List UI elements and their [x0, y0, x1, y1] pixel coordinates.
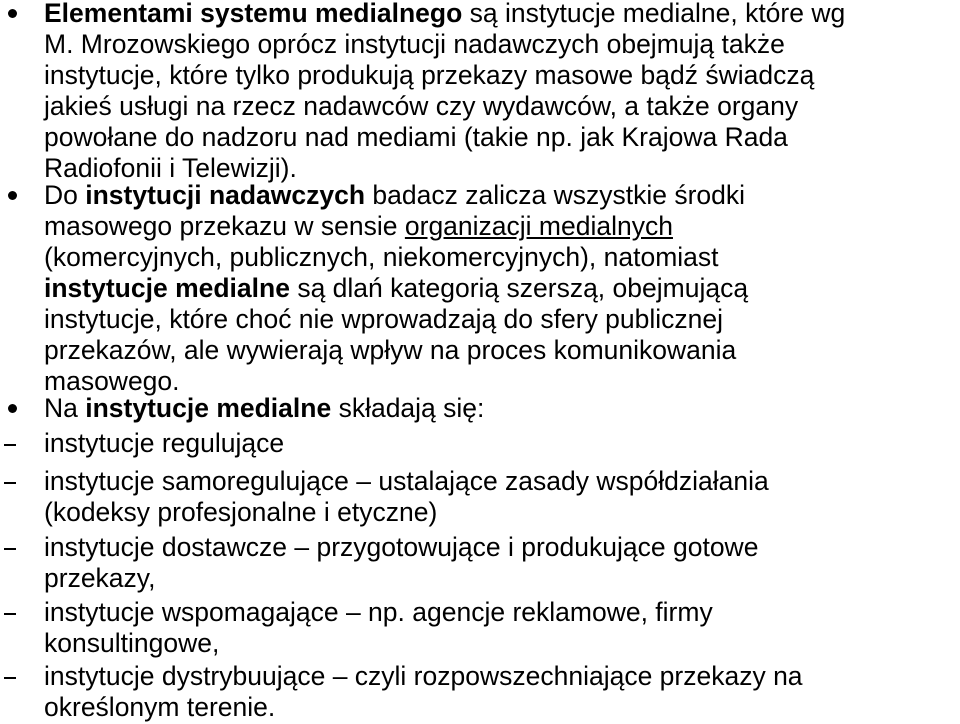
dash-item-5	[44, 661, 949, 723]
bullet-text	[44, 393, 949, 424]
text-line	[44, 180, 949, 211]
text-line	[44, 628, 949, 659]
text-line	[44, 563, 949, 594]
text-line	[44, 211, 949, 242]
text-segment: Radiofonii i Telewizji).	[44, 153, 297, 183]
text-line	[44, 60, 949, 91]
text-segment: są instytucje medialne, które wg	[462, 0, 846, 28]
bullet-dot-icon	[8, 9, 17, 18]
text-line	[44, 242, 949, 273]
text-segment: (kodeksy profesjonalne i etyczne)	[44, 497, 438, 527]
dash-icon	[4, 613, 16, 615]
bullet-item-2	[44, 180, 949, 397]
text-segment: instytucje, które choć nie wprowadzają do sfery publicznej	[44, 304, 724, 334]
bullet-dot-icon	[8, 191, 17, 200]
text-line	[44, 497, 949, 528]
dash-item-4	[44, 597, 949, 659]
text-line	[44, 532, 949, 563]
bullet-text	[44, 0, 949, 184]
text-line	[44, 273, 949, 304]
dash-text	[44, 466, 949, 528]
text-segment: przekazów, ale wywierają wpływ na proces komunikowania	[44, 335, 737, 365]
dash-text	[44, 661, 949, 723]
bullet-dot-icon	[8, 404, 17, 413]
bullet-text	[44, 180, 949, 397]
bullet-item-3	[44, 393, 949, 424]
text-segment: masowego.	[44, 366, 180, 396]
text-segment: instytucje dystrybuujące – czyli rozpowszechniające przekazy na	[44, 661, 803, 691]
text-segment: składają się:	[331, 393, 485, 423]
dash-text	[44, 428, 949, 459]
text-segment: konsultingowe,	[44, 628, 220, 658]
text-segment: określonym terenie.	[44, 692, 276, 722]
text-line	[44, 393, 949, 424]
text-segment: M. Mrozowskiego oprócz instytucji nadawczych obejmują także	[44, 29, 785, 59]
text-segment: jakieś usługi na rzecz nadawców czy wydawców, a także organy	[44, 91, 799, 121]
bold-term: instytucje medialne	[85, 393, 332, 423]
text-line	[44, 428, 949, 459]
text-segment: badacz zalicza wszystkie środki	[365, 180, 746, 210]
text-line	[44, 335, 949, 366]
text-segment: instytucje samoregulujące – ustalające zasady współdziałania	[44, 466, 769, 496]
text-segment: instytucje dostawcze – przygotowujące i produkujące gotowe	[44, 532, 759, 562]
text-segment: powołane do nadzoru nad mediami (takie np. jak Krajowa Rada	[44, 122, 788, 152]
text-segment: instytucje wspomagające – np. agencje reklamowe, firmy	[44, 597, 713, 627]
dash-item-2	[44, 466, 949, 528]
text-line	[44, 661, 949, 692]
text-line	[44, 122, 949, 153]
bullet-item-1	[44, 0, 949, 184]
text-line	[44, 29, 949, 60]
bold-term: instytucji nadawczych	[85, 180, 366, 210]
text-segment: Na	[44, 393, 86, 423]
text-line	[44, 0, 949, 29]
text-line	[44, 692, 949, 723]
text-line	[44, 597, 949, 628]
dash-icon	[4, 444, 16, 446]
text-segment: instytucje, które tylko produkują przekazy masowe bądź świadczą	[44, 60, 815, 90]
dash-text	[44, 532, 949, 594]
dash-icon	[4, 548, 16, 550]
bold-term: instytucje medialne	[44, 273, 290, 303]
dash-icon	[4, 482, 16, 484]
text-line	[44, 466, 949, 497]
text-segment: masowego przekazu w sensie	[44, 211, 405, 241]
bold-term: Elementami systemu medialnego	[44, 0, 463, 28]
underlined-term: organizacji medialnych	[404, 211, 673, 241]
text-line	[44, 91, 949, 122]
text-segment: Do	[44, 180, 86, 210]
dash-item-1	[44, 428, 949, 459]
text-line	[44, 304, 949, 335]
text-segment: instytucje regulujące	[44, 428, 285, 458]
dash-icon	[4, 677, 16, 679]
text-segment: są dlań kategorią szerszą, obejmującą	[289, 273, 749, 303]
dash-item-3	[44, 532, 949, 594]
text-segment: (komercyjnych, publicznych, niekomercyjnych), natomiast	[44, 242, 719, 272]
dash-text	[44, 597, 949, 659]
text-segment: przekazy,	[44, 563, 156, 593]
